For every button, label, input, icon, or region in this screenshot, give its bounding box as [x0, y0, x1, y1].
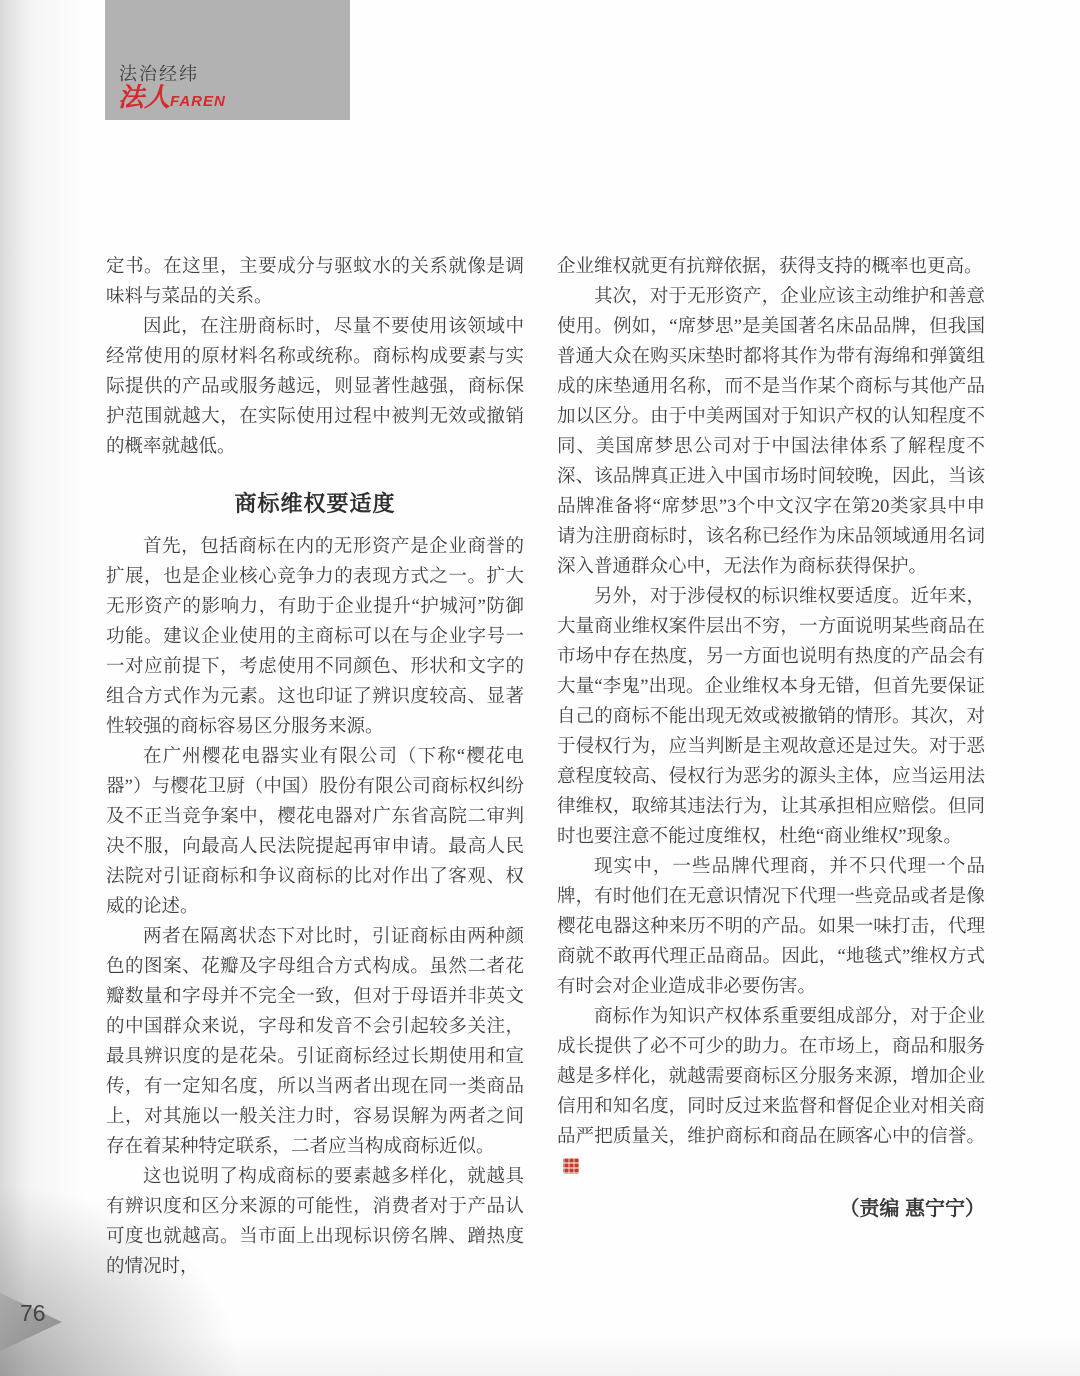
paragraph: 在广州樱花电器实业有限公司（下称“樱花电器”）与樱花卫厨（中国）股份有限公司商标权纠纷及不正当竞争案中，樱花电器对广东省高院二审判决不服，向最高人民法院提起再审申请。最高人民法院对引证商标和争议商标的比对作出了客观、权威的论述。	[106, 747, 524, 917]
paragraph: 因此，在注册商标时，尽量不要使用该领域中经常使用的原材料名称或统称。商标构成要素与实际提供的产品或服务越远，则显著性越强，商标保护范围就越大，在实际使用过程中被判无效或撤销的概率就越低。	[106, 317, 524, 457]
faren-magazine-logo	[118, 77, 226, 114]
paragraph-with-seal	[557, 1002, 985, 1182]
paragraph: 现实中，一些品牌代理商，并不只代理一个品牌，有时他们在无意识情况下代理一些竞品或者是像樱花电器这种来历不明的产品。如果一味打击，代理商就不敢再代理正品商品。因此，“地毯式”维权方式有时会对企业造成非必要伤害。	[557, 857, 985, 997]
left-text-column	[106, 252, 524, 1282]
paragraph: 另外，对于涉侵权的标识维权要适度。近年来，大量商业维权案件层出不穷，一方面说明某些商品在市场中存在热度，另一方面也说明有热度的产品会有大量“李鬼”出现。企业维权本身无错，但首先要保证自己的商标不能出现无效或被撤销的情形。其次，对于侵权行为，应当判断是主观故意还是过失。对于恶意程度较高、侵权行为恶劣的源头主体，应当运用法律维权，取缔其违法行为，让其承担相应赔偿。但同时也要注意不能过度维权，杜绝“商业维权”现象。	[557, 587, 985, 847]
paragraph-continuation: 企业维权就更有抗辩依据，获得支持的概率也更高。	[557, 257, 983, 277]
paragraph: 其次，对于无形资产，企业应该主动维护和善意使用。例如，“席梦思”是美国著名床品品牌，但我国普通大众在购买床垫时都将其作为带有海绵和弹簧组成的床垫通用名称，而不是当作某个商标与其他产品加以区分。由于中美两国对于知识产权的认知程度不同、美国席梦思公司对于中国法律体系了解程度不深、该品牌真正进入中国市场时间较晚，因此，当该品牌准备将“席梦思”3个中文汉字在第20类家具中申请为注册商标时，该名称已经作为床品领域通用名词深入普通群众心中，无法作为商标获得保护。	[557, 287, 985, 577]
right-text-column	[557, 252, 985, 1221]
section-header-box	[105, 0, 350, 120]
logo-latin-text: FAREN	[170, 93, 226, 110]
paragraph-continuation: 定书。在这里，主要成分与驱蚊水的关系就像是调味料与菜品的关系。	[106, 257, 524, 307]
logo-chinese-text: 法人	[118, 83, 171, 112]
paragraph: 这也说明了构成商标的要素越多样化，就越具有辨识度和区分来源的可能性，消费者对于产品认可度也就越高。当市面上出现标识傍名牌、蹭热度的情况时，	[106, 1167, 524, 1277]
red-seal-stamp-icon	[563, 1158, 579, 1174]
section-label: 法治经纬	[119, 64, 199, 84]
paragraph-text: 商标作为知识产权体系重要组成部分，对于企业成长提供了必不可少的助力。在市场上，商品和服务越是多样化，就越需要商标区分服务来源，增加企业信用和知名度，同时反过来监督和督促企业对相关商品严把质量关，维护商标和商品在顾客心中的信誉。	[557, 1007, 985, 1147]
paragraph: 首先，包括商标在内的无形资产是企业商誉的扩展，也是企业核心竞争力的表现方式之一。扩大无形资产的影响力，有助于企业提升“护城河”防御功能。建议企业使用的主商标可以在与企业字号一一对应前提下，考虑使用不同颜色、形状和文字的组合方式作为元素。这也印证了辨识度较高、显著性较强的商标容易区分服务来源。	[106, 537, 524, 737]
section-heading: 商标维权要适度	[234, 491, 396, 516]
page-number: 76	[20, 1300, 46, 1326]
editor-credit: （责编 惠宁宁）	[839, 1198, 985, 1220]
paragraph: 两者在隔离状态下对比时，引证商标由两种颜色的图案、花瓣及字母组合方式构成。虽然二者花瓣数量和字母并不完全一致，但对于母语并非英文的中国群众来说，字母和发音不会引起较多关注，最具辨识度的是花朵。引证商标经过长期使用和宣传，有一定知名度，所以当两者出现在同一类商品上，对其施以一般关注力时，容易误解为两者之间存在着某种特定联系，二者应当构成商标近似。	[106, 927, 524, 1157]
